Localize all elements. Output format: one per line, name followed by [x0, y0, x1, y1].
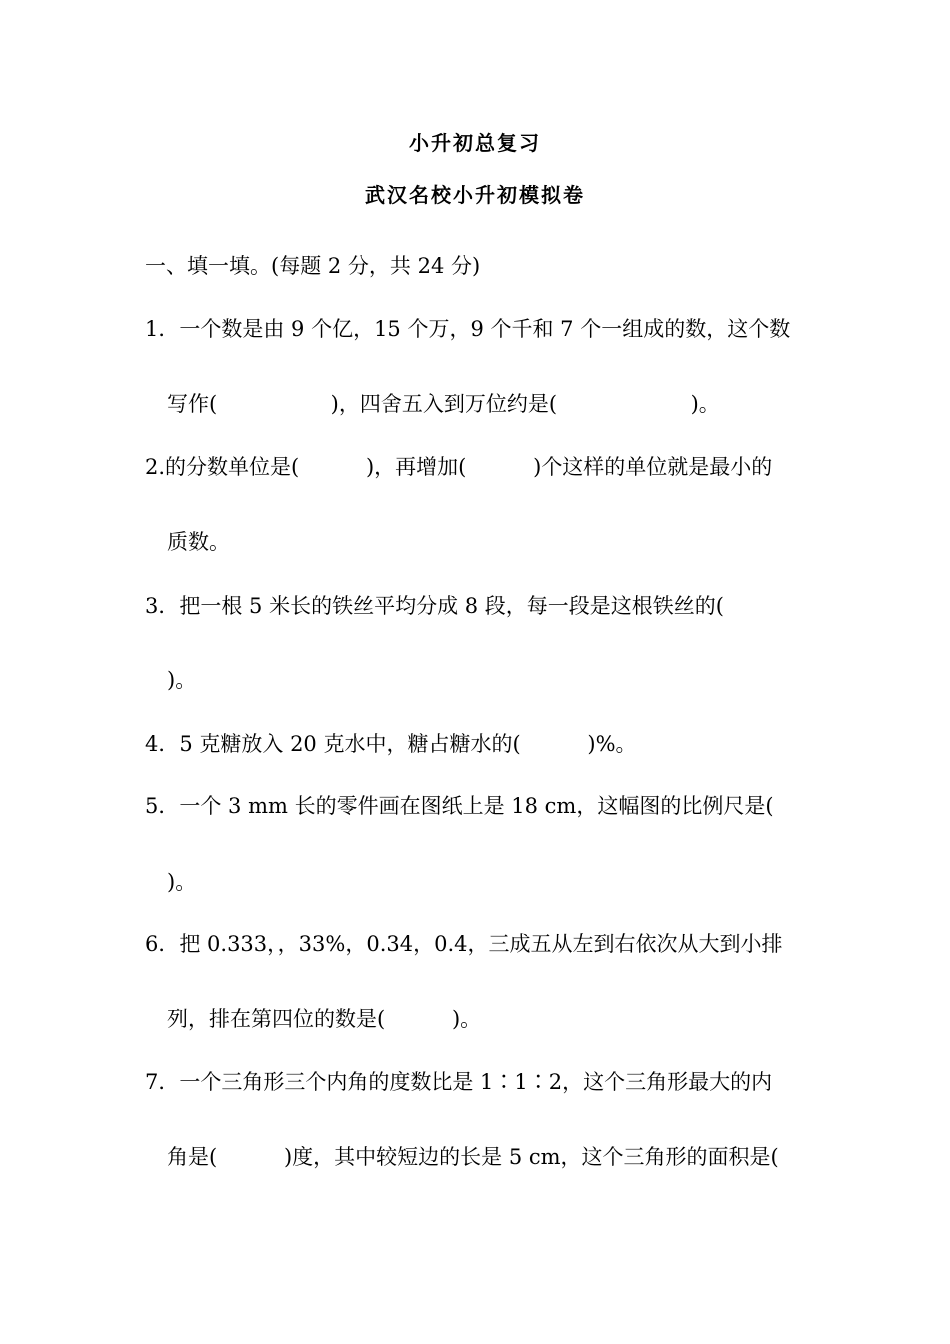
question-line: 4．5 克糖放入 20 克水中，糖占糖水的( )%。: [145, 732, 637, 756]
question-line: )。: [167, 668, 197, 692]
question-line: 5．一个 3 mm 长的零件画在图纸上是 18 cm，这幅图的比例尺是(: [145, 794, 774, 818]
question-line: 列，排在第四位的数是( )。: [167, 1007, 482, 1031]
page-subtitle: 武汉名校小升初模拟卷: [365, 183, 585, 207]
question-line: )。: [167, 870, 197, 894]
question-line: 质数。: [167, 530, 230, 554]
question-line: 3．把一根 5 米长的铁丝平均分成 8 段，每一段是这根铁丝的(: [145, 594, 724, 618]
question-line: 6．把 0.333，，33%，0.34，0.4，三成五从左到右依次从大到小排: [145, 932, 783, 956]
page-title: 小升初总复习: [409, 131, 541, 155]
question-line: 2.的分数单位是( )，再增加( )个这样的单位就是最小的: [145, 455, 773, 479]
question-line: 7．一个三角形三个内角的度数比是 1∶1∶2，这个三角形最大的内: [145, 1070, 773, 1094]
section-heading: 一、填一填。(每题 2 分，共 24 分): [145, 254, 481, 278]
question-line: 写作( )，四舍五入到万位约是( )。: [167, 392, 720, 416]
question-line: 角是( )度，其中较短边的长是 5 cm，这个三角形的面积是(: [167, 1145, 779, 1169]
question-line: 1．一个数是由 9 个亿，15 个万，9 个千和 7 个一组成的数，这个数: [145, 317, 791, 341]
